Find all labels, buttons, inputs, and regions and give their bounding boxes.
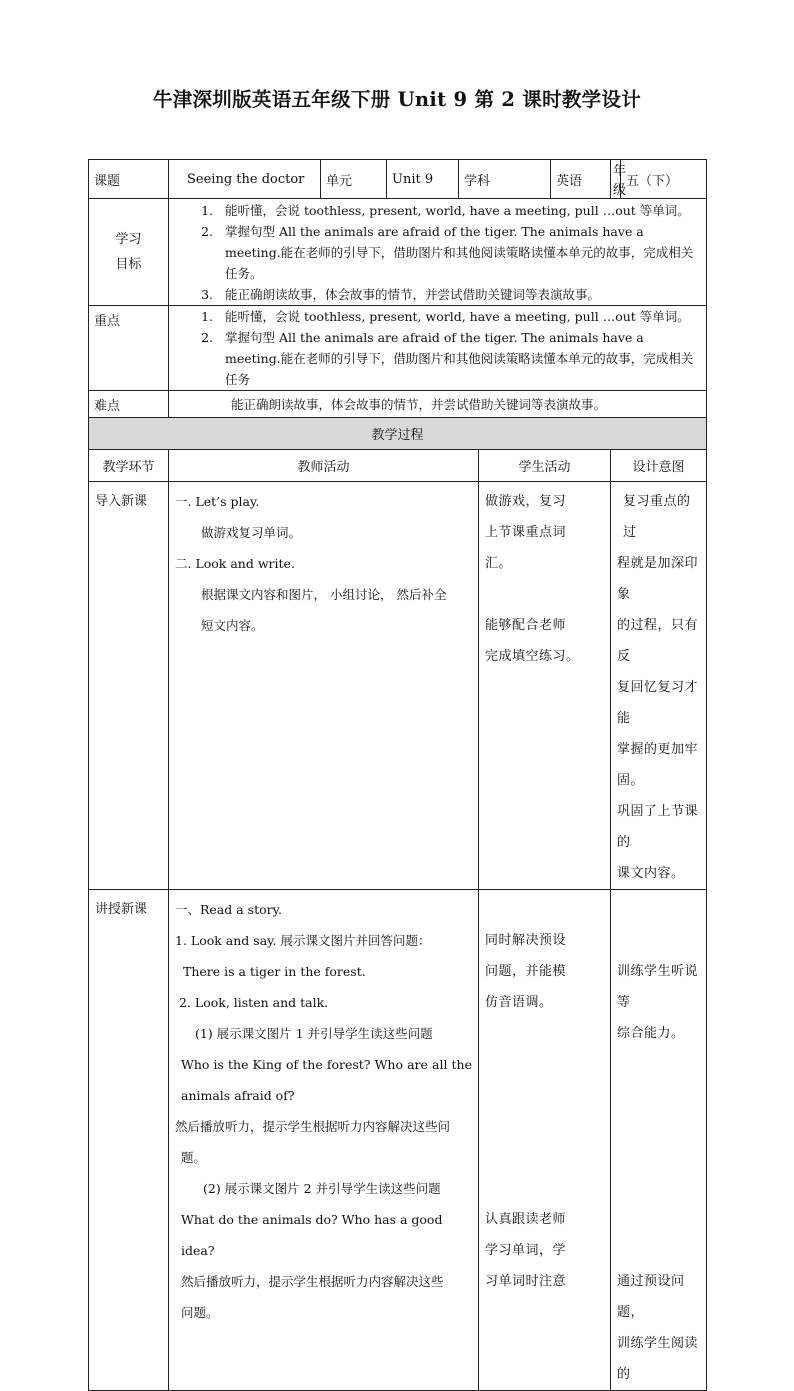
list-item	[169, 327, 706, 390]
list-item-number: 2.	[201, 224, 213, 239]
lecture-student-line: 认真跟读老师	[485, 1212, 567, 1227]
process-heading: 教学过程	[89, 418, 707, 450]
lesson-plan-table	[88, 159, 707, 1391]
list-item-number: 3.	[201, 287, 213, 302]
lecture-student-line	[485, 1018, 606, 1049]
col-student: 学生活动	[479, 450, 611, 482]
page-title: 牛津深圳版英语五年级下册 Unit 9 第 2 课时教学设计	[152, 88, 642, 111]
intro-student-line: 汇。	[485, 556, 513, 571]
intro-intent-line: 掌握的更加牢固。	[617, 742, 699, 788]
col-teacher: 教师活动	[169, 450, 479, 482]
intro-student-line: 做游戏，复习	[485, 494, 567, 509]
keypoints-row	[89, 306, 707, 391]
lecture-student-line	[485, 1111, 606, 1142]
intro-student-line: 能够配合老师	[485, 618, 567, 633]
subject-value: 英语	[551, 160, 611, 199]
lecture-intent-line	[617, 1142, 702, 1173]
lecture-teacher-line: 一、Read a story.	[175, 902, 282, 917]
lecture-teacher	[169, 890, 479, 1391]
lecture-teacher-line: There is a tiger in the forest.	[183, 964, 366, 979]
lecture-intent-line	[617, 1173, 702, 1204]
col-stage: 教学环节	[89, 450, 169, 482]
lecture-row	[89, 890, 707, 1391]
grade-value: 五（下）	[626, 173, 679, 189]
lecture-intent-line	[617, 894, 702, 925]
process-columns-row	[89, 450, 707, 482]
intro-teacher-line: 一. Let’s play.	[175, 494, 260, 509]
col-intent: 设计意图	[611, 450, 707, 482]
intro-teacher-line: 做游戏复习单词。	[201, 525, 302, 540]
intro-row	[89, 482, 707, 890]
lecture-intent-line	[617, 1204, 702, 1235]
list-item-text: 掌握句型 All the animals are afraid of the tiger. The animals have a meeting.能在老师的引导下，借助图片和其他阅读策略读懂本单元的故事，完成相关任务。	[225, 224, 694, 281]
lecture-student-line: 学习单词，学	[485, 1243, 567, 1258]
lecture-student-line	[485, 1142, 606, 1173]
lecture-intent-line	[617, 1235, 702, 1266]
lecture-teacher-line: 问题。	[181, 1305, 219, 1320]
lesson-label: 课题	[89, 160, 169, 199]
intro-stage: 导入新课	[89, 482, 169, 890]
list-item	[169, 221, 706, 284]
lecture-intent-line: 综合能力。	[617, 1026, 685, 1041]
objectives-row	[89, 199, 707, 306]
lecture-teacher-line: 题。	[181, 1150, 207, 1165]
intro-teacher	[169, 482, 479, 890]
lecture-intent-line: 通过预设问题，	[617, 1274, 685, 1320]
intro-intent-line: 的过程，只有反	[617, 618, 699, 664]
lecture-intent-line: 训练学生听说等	[617, 964, 699, 1010]
list-item-text: 能听懂，会说 toothless, present, world, have a meeting, pull …out 等单词。	[225, 309, 690, 324]
lecture-student-line: 仿音语调。	[485, 995, 553, 1010]
lecture-intent-line	[617, 1049, 702, 1080]
grade-cell	[621, 160, 707, 199]
grade-label-text: 年级	[613, 164, 627, 198]
difficulty-label: 难点	[89, 391, 169, 418]
intro-intent-line: 复习重点的过	[623, 494, 691, 540]
lecture-teacher-line: (2) 展示课文图片 2 并引导学生读这些问题	[203, 1181, 441, 1196]
objectives-list	[169, 200, 706, 305]
keypoints-list	[169, 306, 706, 390]
list-item-number: 1.	[201, 309, 213, 324]
lecture-intent-line	[617, 1080, 702, 1111]
lecture-intent-line: 训练学生阅读的	[617, 1336, 699, 1382]
lecture-student	[479, 890, 611, 1391]
lecture-student-line	[485, 894, 606, 925]
intro-student-line: 上节课重点词	[485, 525, 567, 540]
lecture-student-line: 同时解决预设	[485, 933, 567, 948]
intro-intent-line: 复回忆复习才能	[617, 680, 699, 726]
difficulty-text: 能正确朗读故事，体会故事的情节，并尝试借助关键词等表演故事。	[169, 391, 707, 418]
lecture-student-line: 问题，并能模	[485, 964, 567, 979]
lecture-teacher-line: 2. Look, listen and talk.	[179, 995, 329, 1010]
lecture-teacher-line: 然后播放听力，提示学生根据听力内容解决这些问	[175, 1119, 451, 1134]
list-item-number: 2.	[201, 330, 213, 345]
keypoints-content	[169, 306, 707, 391]
intro-intent	[611, 482, 707, 890]
keypoints-label: 重点	[89, 306, 169, 391]
lecture-teacher-line: Who is the King of the forest? Who are all the	[181, 1057, 472, 1072]
lecture-student-line: 习单词时注意	[485, 1274, 567, 1289]
info-row	[89, 160, 707, 199]
lecture-student-line	[485, 1173, 606, 1204]
grade-label	[611, 160, 627, 199]
list-item-text: 掌握句型 All the animals are afraid of the tiger. The animals have a meeting.能在老师的引导下，借助图片和其他阅读策略读懂本单元的故事，完成相关任务	[225, 330, 694, 387]
process-heading-row	[89, 418, 707, 450]
intro-student-line	[485, 579, 606, 610]
difficulty-row	[89, 391, 707, 418]
lecture-teacher-line: 1. Look and say. 展示课文图片并回答问题：	[175, 933, 431, 948]
lecture-intent-line	[617, 1111, 702, 1142]
intro-intent-line: 程就是加深印象	[617, 556, 699, 602]
intro-intent-line: 巩固了上节课的	[617, 804, 699, 850]
list-item-text: 能听懂，会说 toothless, present, world, have a meeting, pull …out 等单词。	[225, 203, 690, 218]
list-item	[169, 284, 706, 305]
intro-student	[479, 482, 611, 890]
lecture-intent	[611, 890, 707, 1391]
intro-student-line: 完成填空练习。	[485, 649, 580, 664]
list-item	[169, 306, 706, 327]
lecture-teacher-line: (1) 展示课文图片 1 并引导学生读这些问题	[195, 1026, 433, 1041]
intro-teacher-line: 短文内容。	[201, 618, 264, 633]
subject-label: 学科	[459, 160, 551, 199]
list-item	[169, 200, 706, 221]
lesson-value: Seeing the doctor	[169, 160, 321, 199]
lecture-stage: 讲授新课	[89, 890, 169, 1391]
objectives-content	[169, 199, 707, 306]
intro-intent-line: 课文内容。	[617, 866, 685, 881]
intro-teacher-line: 二. Look and write.	[175, 556, 295, 571]
unit-label: 单元	[321, 160, 387, 199]
lecture-student-line	[485, 1080, 606, 1111]
unit-value: Unit 9	[387, 160, 459, 199]
lecture-student-line	[485, 1049, 606, 1080]
lecture-intent-line	[617, 925, 702, 956]
lecture-teacher-line: animals afraid of?	[181, 1088, 295, 1103]
list-item-text: 能正确朗读故事，体会故事的情节，并尝试借助关键词等表演故事。	[225, 287, 601, 302]
list-item-number: 1.	[201, 203, 213, 218]
lecture-teacher-line: 然后播放听力，提示学生根据听力内容解决这些	[181, 1274, 444, 1289]
objectives-label: 学习目标	[89, 199, 169, 306]
lecture-teacher-line: What do the animals do? Who has a good idea?	[181, 1212, 443, 1258]
intro-teacher-line: 根据课文内容和图片， 小组讨论， 然后补全	[201, 587, 447, 602]
